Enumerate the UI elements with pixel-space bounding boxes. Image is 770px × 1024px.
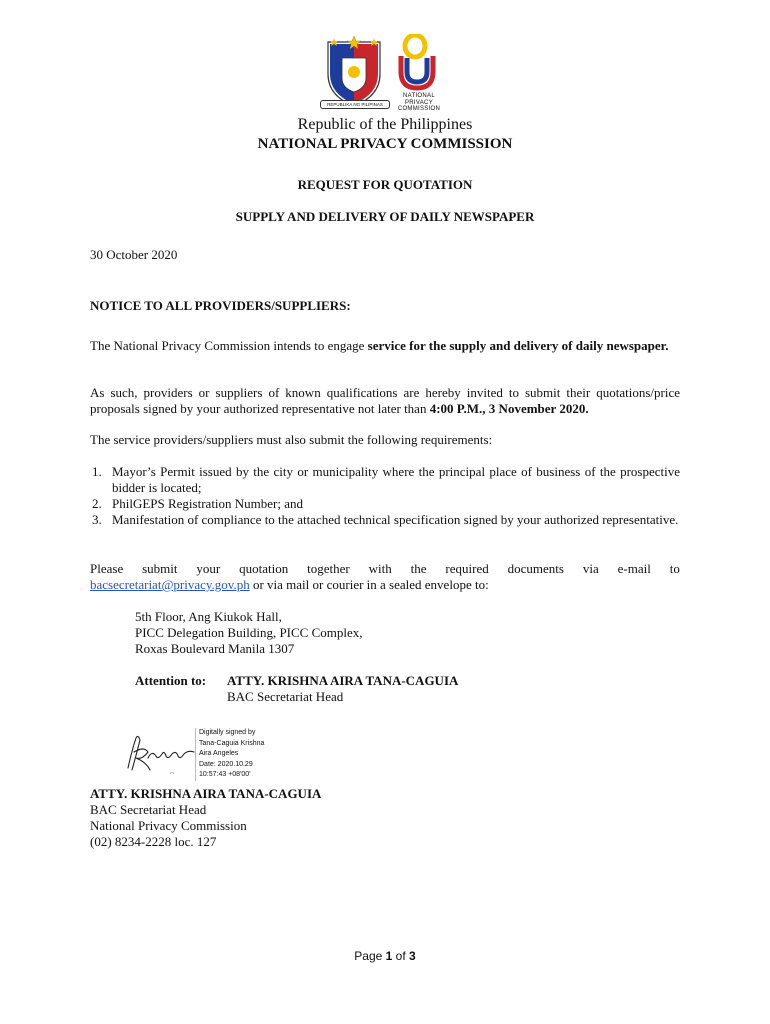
npc-logo-text [393,93,445,113]
submit-rest-text: or via mail or courier in a sealed envelope to: [249,577,489,592]
agency-heading: NATIONAL PRIVACY COMMISSION [257,136,513,152]
deadline-bold-text: 4:00 P.M., 3 November 2020. [429,401,589,416]
paragraph-invitation [90,385,680,417]
digital-signature-line: Aira Angeles [199,750,239,757]
digital-signature-line: 10:57:43 +08'00' [199,771,251,778]
subject-title: SUPPLY AND DELIVERY OF DAILY NEWSPAPER [235,209,535,224]
logo-line-2: PRIVACY [405,99,433,106]
list-item-text: Mayor’s Permit issued by the city or municipality where the principal place of business of the prospective bidder is located; [112,464,680,495]
signatory-title: BAC Secretariat Head [90,802,207,817]
page-number [0,949,770,963]
paragraph-requirements-intro: The service providers/suppliers must also submit the following requirements: [90,432,493,447]
logo-line-1: NATIONAL [403,93,435,99]
paragraph-intent [90,338,680,354]
philippine-seal-icon [320,34,388,112]
of-word: of [395,949,406,963]
word: your [196,561,221,576]
digital-signature-line: Date: 2020.10.29 [199,760,253,768]
word: required [445,561,489,576]
npc-logo-icon [393,34,441,92]
word: the [410,561,427,576]
list-item [92,496,680,512]
current-page: 1 [385,949,393,963]
seal-ribbon-text: REPUBLIKA NG PILIPINAS [320,100,390,109]
address-line: PICC Delegation Building, PICC Complex, [135,625,363,640]
word: with [368,561,392,576]
digital-signature-line: Tana-Caguia Krishna [199,739,265,747]
word: quotation [239,561,289,576]
signatory-block [90,786,321,850]
word: via [582,561,599,576]
submit-line-1 [90,561,680,577]
logo-line-3: COMMISSION [397,106,441,112]
email-link[interactable]: bacsecretariat@privacy.gov.ph [90,577,250,592]
document-date: 30 October 2020 [90,247,178,262]
address-line: 5th Floor, Ang Kiukok Hall, [135,609,282,624]
intent-text: The National Privacy Commission intends to engage [90,338,368,353]
handwritten-signature [118,730,198,778]
attention-name: ATTY. KRISHNA AIRA TANA-CAGUIA [227,673,459,688]
signatory-name: ATTY. KRISHNA AIRA TANA-CAGUIA [90,786,322,801]
list-number: 2. [92,496,102,511]
list-item-text: Manifestation of compliance to the attached technical specification signed by your authorized representative. [112,512,679,527]
submit-line-2 [90,577,489,593]
signatory-phone: (02) 8234-2228 loc. 127 [90,834,217,849]
list-number: 1. [92,464,102,479]
address-line: Roxas Boulevard Manila 1307 [135,641,295,656]
list-number: 3. [92,512,102,527]
word: to [669,561,680,576]
notice-heading: NOTICE TO ALL PROVIDERS/SUPPLIERS: [90,298,351,313]
page-word: Page [354,949,383,963]
attention-title: BAC Secretariat Head [227,689,344,704]
total-pages: 3 [409,949,416,963]
word: documents [507,561,564,576]
rfq-title: REQUEST FOR QUOTATION [297,177,473,192]
attention-label: Attention to: [135,673,207,688]
word: Please [90,561,124,576]
word: together [307,561,350,576]
republic-heading: Republic of the Philippines [297,116,473,133]
intent-bold-text: service for the supply and delivery of daily newspaper. [367,338,669,353]
address-block [135,609,363,657]
list-item [92,512,680,528]
digital-signature-info [195,728,264,781]
list-item [92,464,680,496]
signatory-org: National Privacy Commission [90,818,247,833]
invitation-text: As such, providers or suppliers of known qualifications are hereby invited to submit their quotations/price proposals signed by your authorized representative not later than [90,385,680,416]
list-item-text: PhilGEPS Registration Number; and [112,496,304,511]
digital-signature-line: Digitally signed by [199,729,256,736]
word: submit [142,561,178,576]
word: e-mail [617,561,651,576]
